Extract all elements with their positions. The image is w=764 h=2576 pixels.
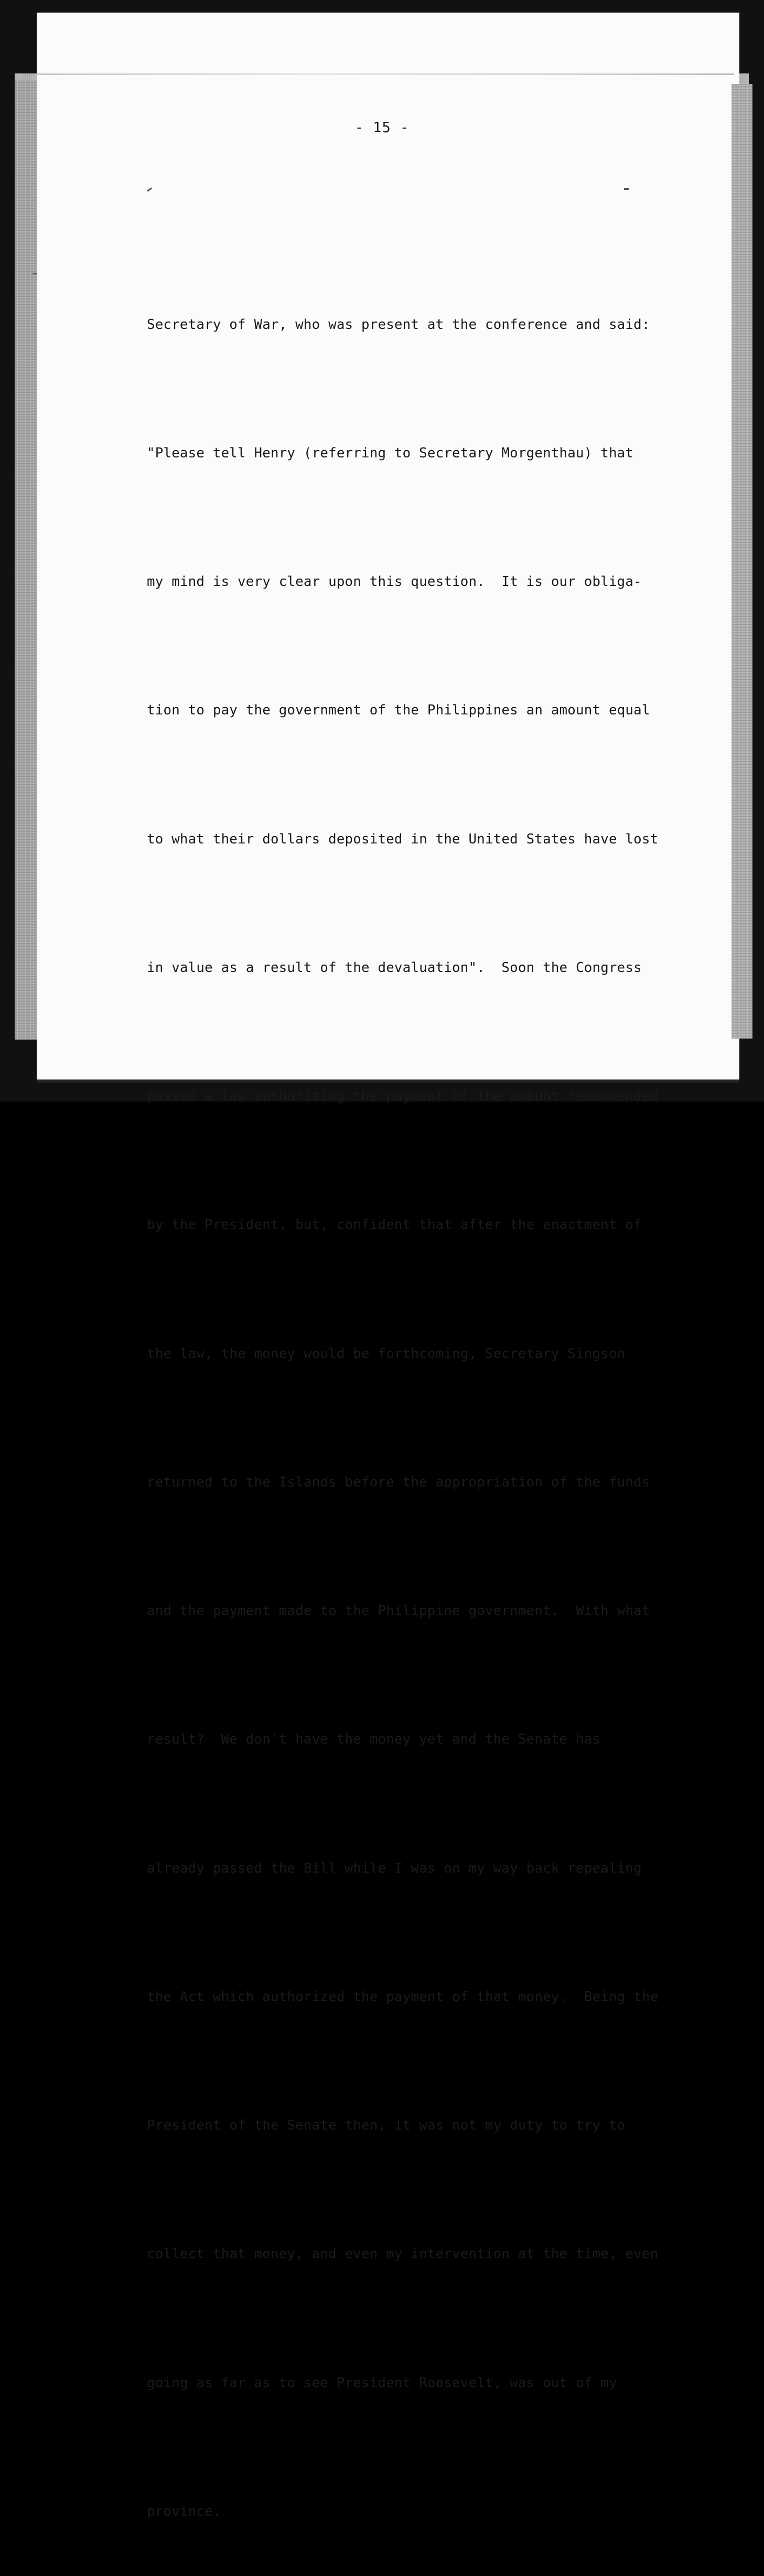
body-text [147, 218, 703, 2576]
left-page-edge [15, 80, 37, 1040]
text-line: tion to pay the government of the Philippines an amount equal [147, 702, 650, 719]
text-line: returned to the Islands before the appropriation of the funds [147, 1474, 650, 1490]
text-line: the Act which authorized the payment of that money. Being the [147, 1989, 659, 2005]
text-line: already passed the Bill while I was on my way back repealing [147, 1860, 642, 1876]
page-number: - 15 - [354, 120, 410, 136]
fold-line [37, 73, 734, 75]
text-line: result? We don't have the money yet and the Senate has [147, 1731, 601, 1748]
text-line: to what their dollars deposited in the United States have lost [147, 831, 659, 847]
text-line: going as far as to see President Roosevelt, was out of my [147, 2375, 617, 2391]
text-line: collect that money, and even my intervention at the time, even [147, 2246, 659, 2262]
right-page-edge [731, 84, 752, 1039]
text-line: and the payment made to the Philippine government. With what [147, 1603, 650, 1619]
text-line: President of the Senate then, it was not my duty to try to [147, 2118, 626, 2133]
scan-mark [33, 273, 37, 274]
text-line: passed a law authorizing the payment of the amount recommended [147, 1088, 659, 1104]
text-line: province. [147, 2503, 221, 2519]
text-line: by the President, but, confident that after the enactment of [147, 1217, 642, 1233]
text-line: in value as a result of the devaluation". Soon the Congress [147, 959, 642, 976]
scan-mark [624, 188, 629, 190]
text-line: my mind is very clear upon this question. It is our obliga- [147, 574, 642, 590]
text-line: Secretary of War, who was present at the conference and said: [147, 316, 650, 333]
text-line: the law, the money would be forthcoming, Secretary Singson [147, 1345, 626, 1362]
text-line: "Please tell Henry (referring to Secretary Morgenthau) that [147, 445, 634, 461]
